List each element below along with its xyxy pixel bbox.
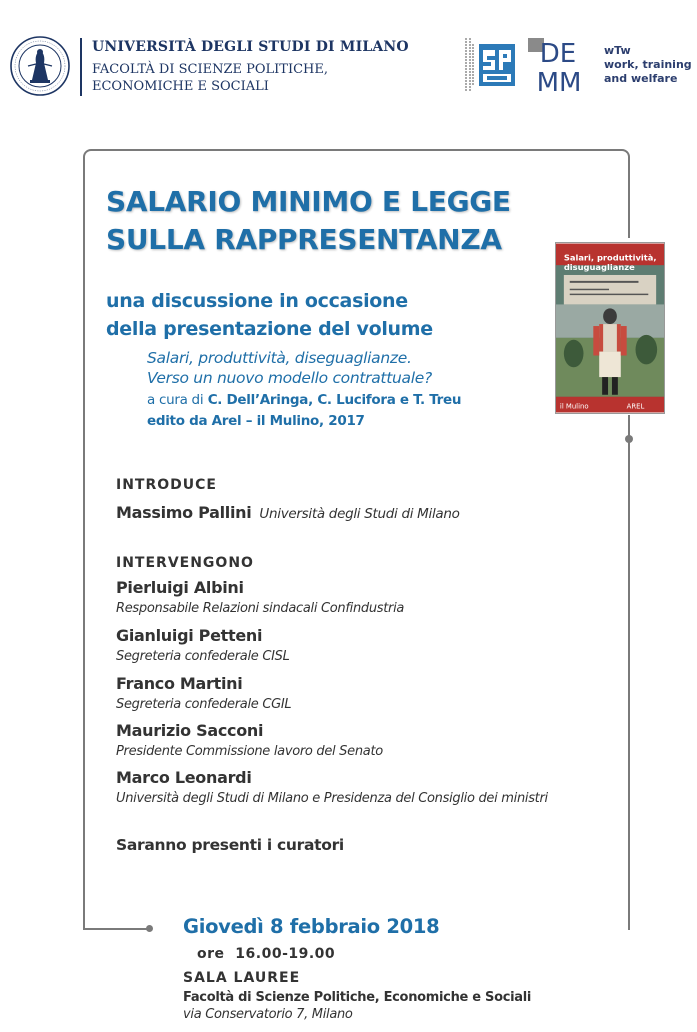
event-time: [197, 946, 335, 962]
book-cover-image: [555, 242, 665, 414]
faculty-name-line1: FACOLTÀ DI SCIENZE POLITICHE,: [92, 62, 329, 77]
svg-text:AREL: AREL: [626, 402, 645, 411]
curators-names: C. Dell’Aringa, C. Lucifora e T. Treu: [207, 392, 462, 408]
event-time-prefix: ore: [197, 946, 225, 962]
svg-text:disuguaglianze: disuguaglianze: [563, 262, 635, 273]
event-address: via Conservatorio 7, Milano: [183, 1007, 353, 1022]
book-credits: [147, 390, 461, 432]
frame-dot-bottom: [146, 925, 153, 932]
event-title-line1: SALARIO MINIMO E LEGGE: [106, 185, 511, 218]
closing-note: Saranno presenti i curatori: [116, 836, 344, 854]
speaker-name: Franco Martini: [116, 674, 243, 693]
svg-text:Salari, produttività,: Salari, produttività,: [563, 252, 657, 263]
university-seal-logo: [10, 36, 70, 96]
wtw-line1: wTw: [604, 44, 631, 57]
event-venue: Facoltà di Scienze Politiche, Economiche e Sociali: [183, 990, 532, 1005]
event-title-line2: SULLA RAPPRESENTANZA: [106, 223, 502, 256]
speaker-name: Pierluigi Albini: [116, 578, 244, 597]
content-frame: [83, 149, 630, 930]
intro-label: INTRODUCE: [116, 477, 217, 493]
frame-dot-right: [625, 435, 633, 443]
curators-prefix: a cura di: [147, 392, 204, 408]
event-title: [106, 183, 511, 259]
speaker-role: Responsabile Relazioni sindacali Confindustria: [116, 601, 405, 616]
speaker-role: Presidente Commissione lavoro del Senato: [116, 744, 383, 759]
wtw-line2: work, training: [604, 58, 692, 71]
speaker-name: Marco Leonardi: [116, 768, 252, 787]
header-divider: [80, 38, 82, 96]
speaker-role: Università degli Studi di Milano e Presidenza del Consiglio dei ministri: [116, 791, 548, 806]
intro-speaker-affiliation: Università degli Studi di Milano: [259, 506, 460, 522]
event-subtitle-line1: una discussione in occasione: [106, 290, 408, 312]
book-title-line2: Verso un nuovo modello contrattuale?: [147, 369, 432, 387]
faculty-name-line2: ECONOMICHE E SOCIALI: [92, 79, 269, 94]
speaker-role: Segreteria confederale CISL: [116, 649, 290, 664]
wtw-line3: and welfare: [604, 72, 678, 85]
department-vertical-text-decoration: [463, 36, 475, 94]
book-curators: [147, 390, 461, 411]
speaker-name: Gianluigi Petteni: [116, 626, 263, 645]
speaker-name: Maurizio Sacconi: [116, 721, 264, 740]
intro-speaker: [116, 503, 460, 522]
frame-bottom-line: [83, 928, 149, 930]
event-date: Giovedì 8 febbraio 2018: [183, 915, 440, 938]
wtw-logo-text: [604, 44, 692, 86]
svg-text:DE: DE: [539, 39, 577, 69]
speaker-role: Segreteria confederale CGIL: [116, 697, 292, 712]
event-room: SALA LAUREE: [183, 970, 301, 986]
event-subtitle-line2: della presentazione del volume: [106, 318, 433, 340]
event-subtitle: [106, 287, 433, 343]
intro-speaker-name: Massimo Pallini: [116, 503, 252, 522]
speakers-label: INTERVENGONO: [116, 555, 254, 571]
event-time-value: 16.00-19.00: [235, 946, 336, 962]
university-name: UNIVERSITÀ DEGLI STUDI DI MILANO: [92, 39, 409, 55]
sps-department-logo: [477, 36, 517, 94]
svg-text:MM: MM: [536, 68, 582, 94]
svg-text:il Mulino: il Mulino: [559, 402, 589, 411]
book-title-line1: Salari, produttività, diseguaglianze.: [147, 349, 412, 367]
demm-logo: [528, 38, 590, 94]
book-title: [147, 348, 432, 388]
book-publisher: edito da Arel – il Mulino, 2017: [147, 413, 365, 429]
